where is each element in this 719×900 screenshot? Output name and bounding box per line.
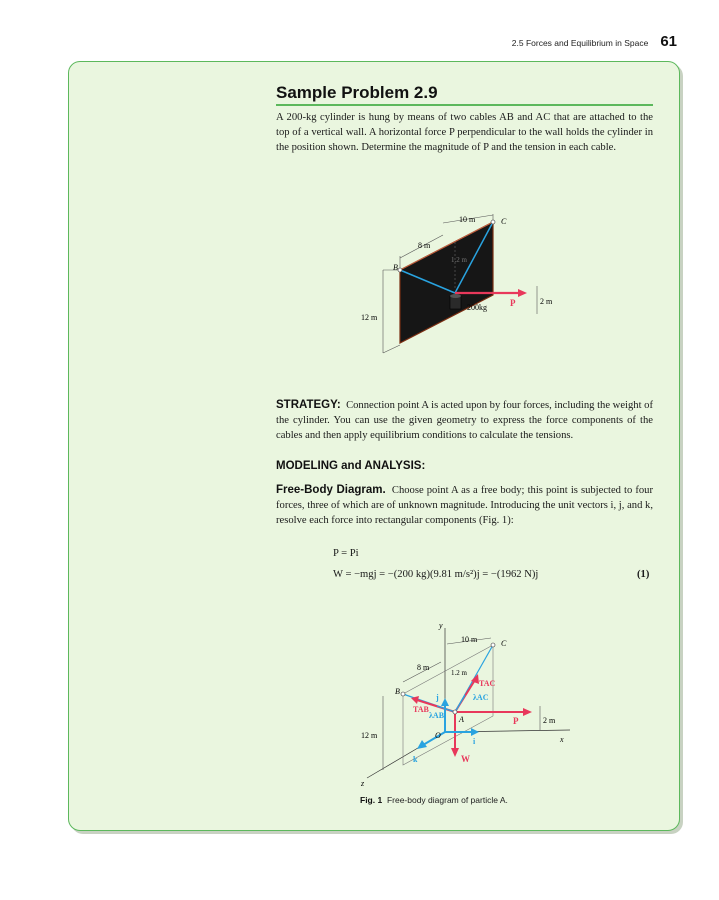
dim-8m: 8 m [417, 663, 430, 672]
page-number: 61 [660, 33, 677, 50]
dim-10m: 10 m [461, 635, 478, 644]
label-c: C [501, 639, 507, 648]
label-lambda-ac: λAC [473, 693, 489, 702]
dim-10m: 10 m [459, 215, 476, 224]
dim-1-2m: 1.2 m [451, 256, 467, 264]
label-b: B [395, 687, 400, 696]
label-j: j [436, 693, 439, 702]
strategy-paragraph [276, 398, 653, 444]
modeling-heading: MODELING and ANALYSIS: [276, 460, 426, 472]
dim-2m: 2 m [543, 716, 556, 725]
label-tab: TAB [413, 705, 429, 714]
fbd-block [276, 483, 653, 529]
label-c: C [501, 217, 507, 226]
label-tac: TAC [479, 679, 496, 688]
wall [400, 222, 493, 343]
dim-12m: 12 m [361, 313, 378, 322]
label-a: A [459, 715, 464, 724]
unit-k [423, 732, 445, 745]
label-p: P [510, 298, 516, 308]
label-lambda-ab: λAB [429, 711, 445, 720]
figure-caption [360, 795, 508, 805]
fbd-paragraph [276, 483, 653, 529]
caption-text: Free-body diagram of particle A. [386, 795, 508, 805]
dim-8m: 8 m [418, 241, 431, 250]
problem-statement: A 200-kg cylinder is hung by means of two cables AB and AC that are attached to the top of a vertical wall. A horizontal force P perpendicular to the wall holds the cylinder in the position shown. Determine the magnitude of P and the tension in each cable. [276, 112, 653, 154]
strategy-block [276, 398, 653, 444]
problem-title: Sample Problem 2.9 [276, 83, 438, 102]
dim-1-2m: 1.2 m [451, 669, 467, 677]
problem-figure [355, 210, 555, 360]
running-head [512, 33, 677, 50]
axis-y-label: y [439, 621, 443, 630]
dim-12m: 12 m [361, 731, 378, 740]
fbd-text: Choose point A as a free body; this point is subjected to four forces, three of which are of unknown magnitude. Introducing the unit vectors i, j, and k, resolve each force into rectangular components (Fig. 1): [276, 485, 654, 527]
label-o: O [435, 731, 441, 740]
problem-statement-block [276, 110, 653, 156]
strategy-heading: STRATEGY: [276, 399, 341, 411]
label-b: B [393, 263, 398, 272]
fbd-figure [355, 620, 585, 790]
equation-p: P = Pi [333, 548, 359, 559]
title-rule [276, 104, 653, 106]
label-p: P [513, 716, 519, 726]
equation-number: (1) [637, 569, 650, 580]
label-i: i [473, 737, 476, 746]
axis-x-label: x [560, 735, 564, 744]
label-w: W [461, 754, 470, 764]
caption-label: Fig. 1 [360, 795, 383, 805]
label-k: k [413, 755, 418, 764]
dim-2m: 2 m [540, 297, 553, 306]
section-title: 2.5 Forces and Equilibrium in Space [511, 38, 649, 48]
mass-label: 200kg [467, 303, 487, 312]
strategy-text: Connection point A is acted upon by four forces, including the weight of the cylinder. You can use the given geometry to express the force components of the cables and then apply equilibrium conditions to calculate the tensions. [276, 400, 653, 442]
axis-z-label: z [361, 779, 365, 788]
equation-w: W = −mgj = −(200 kg)(9.81 m/s²)j = −(1962 N)j [333, 569, 539, 580]
fbd-lead: Free-Body Diagram. [276, 484, 386, 496]
